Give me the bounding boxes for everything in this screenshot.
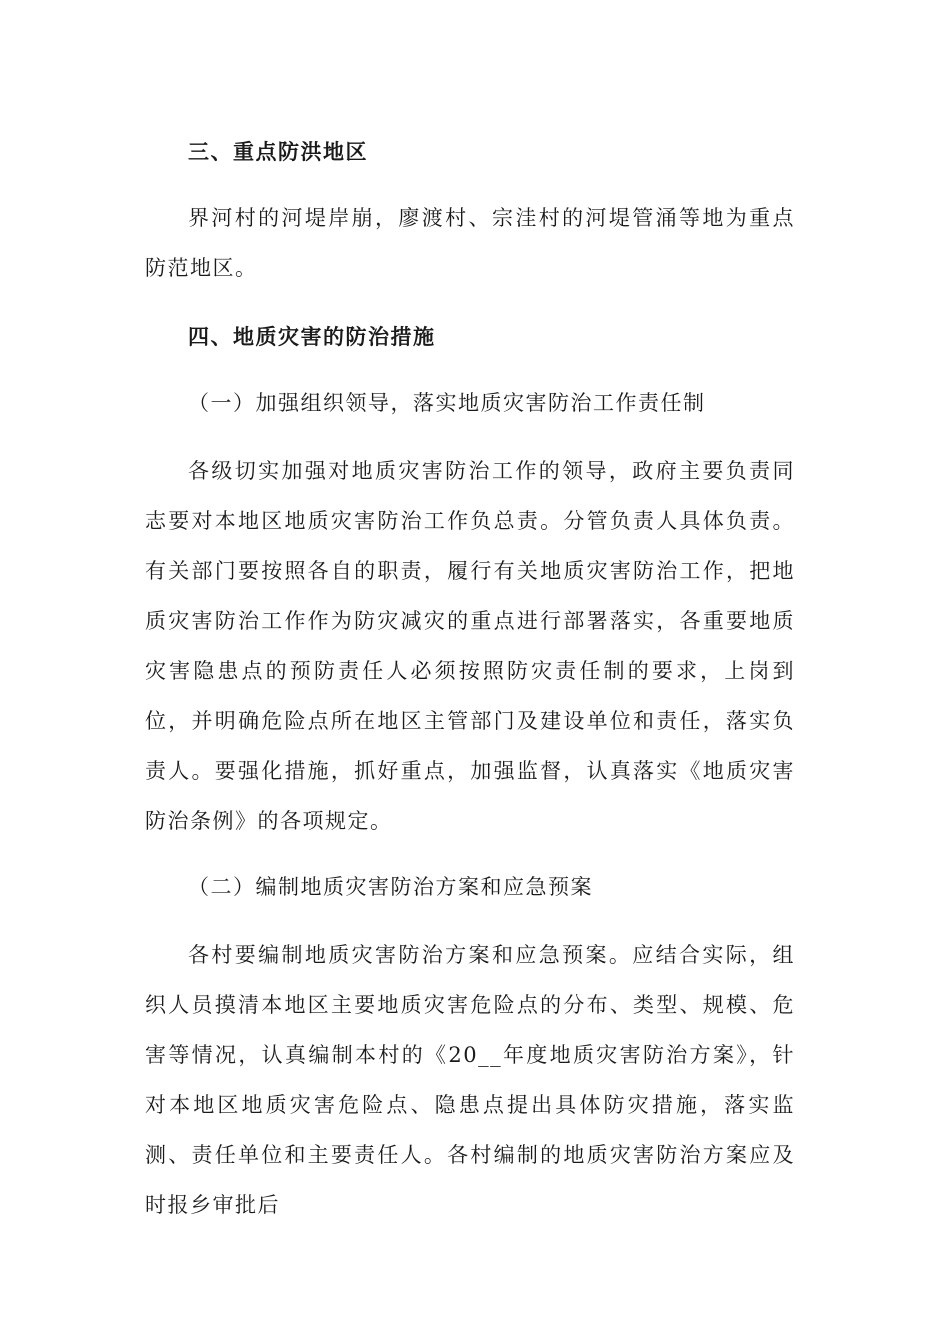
section-4-subheading-2: （二）编制地质灾害防治方案和应急预案	[188, 875, 593, 899]
section-4-subheading-1: （一）加强组织领导，落实地质灾害防治工作责任制	[188, 391, 706, 415]
section-3-paragraph: 界河村的河堤岸崩，廖渡村、宗洼村的河堤管涌等地为重点防范地区。	[145, 206, 795, 280]
section-4-paragraph-2: 各村要编制地质灾害防治方案和应急预案。应结合实际，组织人员摸清本地区主要地质灾害危险点的分布、类型、规模、危害等情况，认真编制本村的《20__年度地质灾害防治方案》，针对本地区地质灾害危险点、隐患点提出具体防灾措施，落实监测、责任单位和主要责任人。各村编制的地质灾害防治方案应及时报乡审批后	[145, 943, 795, 1217]
section-4-heading: 四、地质灾害的防治措施	[188, 324, 436, 349]
section-3-heading: 三、重点防洪地区	[188, 139, 368, 164]
section-4-paragraph-1: 各级切实加强对地质灾害防治工作的领导，政府主要负责同志要对本地区地质灾害防治工作负总责。分管负责人具体负责。有关部门要按照各自的职责，履行有关地质灾害防治工作，把地质灾害防治工作作为防灾减灾的重点进行部署落实，各重要地质灾害隐患点的预防责任人必须按照防灾责任制的要求，上岗到位，并明确危险点所在地区主管部门及建设单位和责任，落实负责人。要强化措施，抓好重点，加强监督，认真落实《地质灾害防治条例》的各项规定。	[145, 459, 795, 833]
